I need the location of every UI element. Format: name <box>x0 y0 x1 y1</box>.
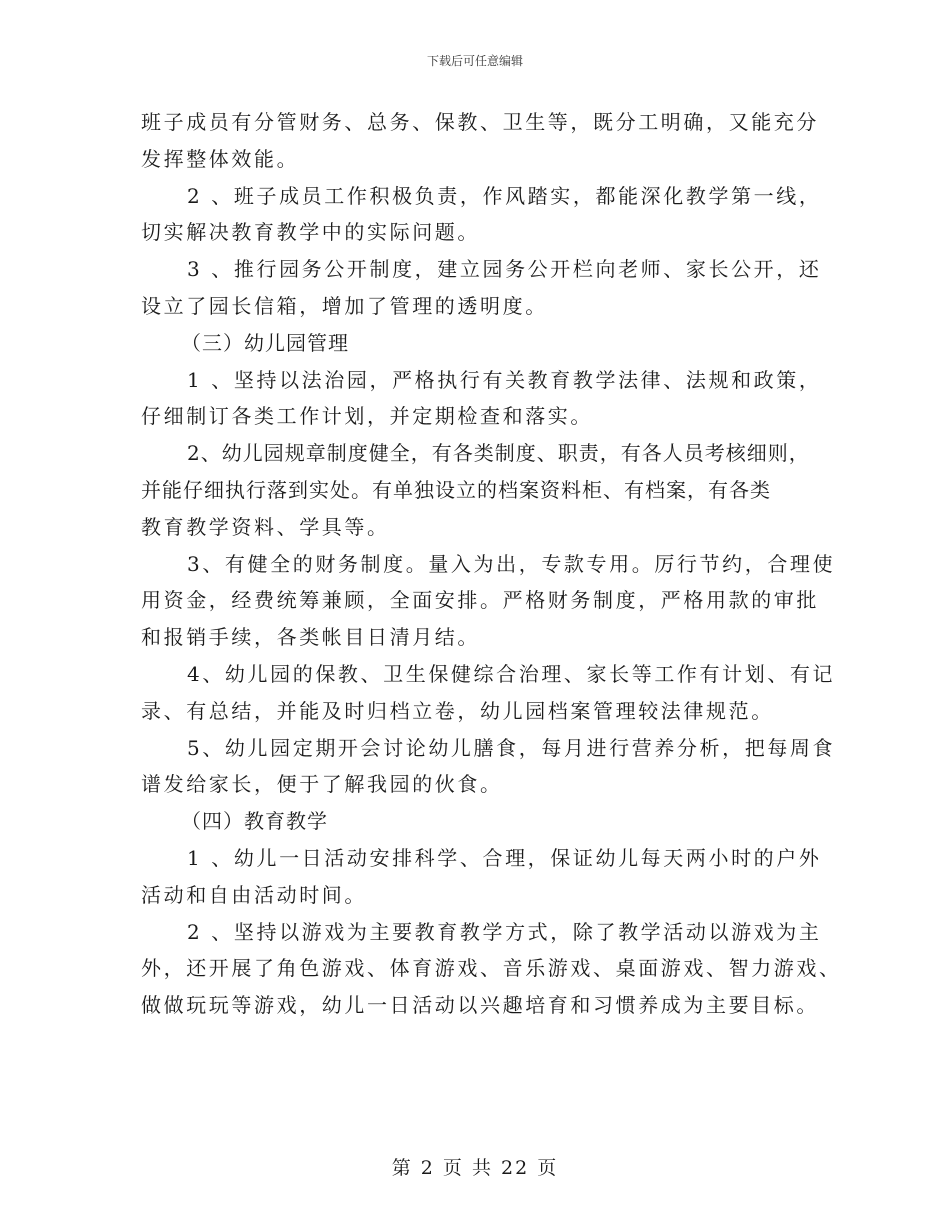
body-line: 录、有总结，并能及时归档立卷，幼儿园档案管理较法律规范。 <box>141 698 774 723</box>
document-body <box>141 104 842 1024</box>
body-line: 1 、坚持以法治园，严格执行有关教育教学法律、法规和政策， <box>187 367 822 392</box>
section-heading: （四）教育教学 <box>181 809 328 834</box>
body-line: 外，还开展了角色游戏、体育游戏、音乐游戏、桌面游戏、智力游戏、 <box>141 956 842 981</box>
body-line: 和报销手续，各类帐目日清月结。 <box>141 625 480 650</box>
body-line: 发挥整体效能。 <box>141 146 300 171</box>
body-line: 3、有健全的财务制度。量入为出，专款专用。厉行节约，合理使 <box>187 551 836 576</box>
body-line: 谱发给家长，便于了解我园的伙食。 <box>141 772 503 797</box>
section-heading: （三）幼儿园管理 <box>181 330 349 355</box>
page-number-footer: 第 2 页 共 22 页 <box>391 1157 559 1179</box>
body-line: 1 、幼儿一日活动安排科学、合理，保证幼儿每天两小时的户外 <box>187 845 822 870</box>
body-line: 做做玩玩等游戏，幼儿一日活动以兴趣培育和习惯养成为主要目标。 <box>141 993 819 1018</box>
body-line: 仔细制订各类工作计划，并定期检查和落实。 <box>141 404 593 429</box>
header-note: 下载后可任意编辑 <box>426 54 523 68</box>
body-line: 3 、推行园务公开制度，建立园务公开栏向老师、家长公开，还 <box>187 257 822 282</box>
body-line: 2 、坚持以游戏为主要教育教学方式，除了教学活动以游戏为主 <box>187 919 822 944</box>
body-line: 用资金，经费统筹兼顾，全面安排。严格财务制度，严格用款的审批 <box>141 588 819 613</box>
body-line: 2、幼儿园规章制度健全，有各类制度、职责，有各人员考核细则， <box>187 441 810 466</box>
body-line: 教育教学资料、学具等。 <box>141 514 390 539</box>
body-line: 2 、班子成员工作积极负责，作风踏实，都能深化教学第一线， <box>187 183 822 208</box>
body-line: 活动和自由活动时间。 <box>141 882 367 907</box>
body-line: 5、幼儿园定期开会讨论幼儿膳食，每月进行营养分析，把每周食 <box>187 735 836 760</box>
body-line: 并能仔细执行落到实处。有单独设立的档案资料柜、有档案，有各类 <box>141 477 771 502</box>
body-line: 切实解决教育教学中的实际问题。 <box>141 220 480 245</box>
body-line: 设立了园长信箱，增加了管理的透明度。 <box>141 293 548 318</box>
body-line: 班子成员有分管财务、总务、保教、卫生等，既分工明确，又能充分 <box>141 110 819 134</box>
body-line: 4、幼儿园的保教、卫生保健综合治理、家长等工作有计划、有记 <box>187 661 836 686</box>
